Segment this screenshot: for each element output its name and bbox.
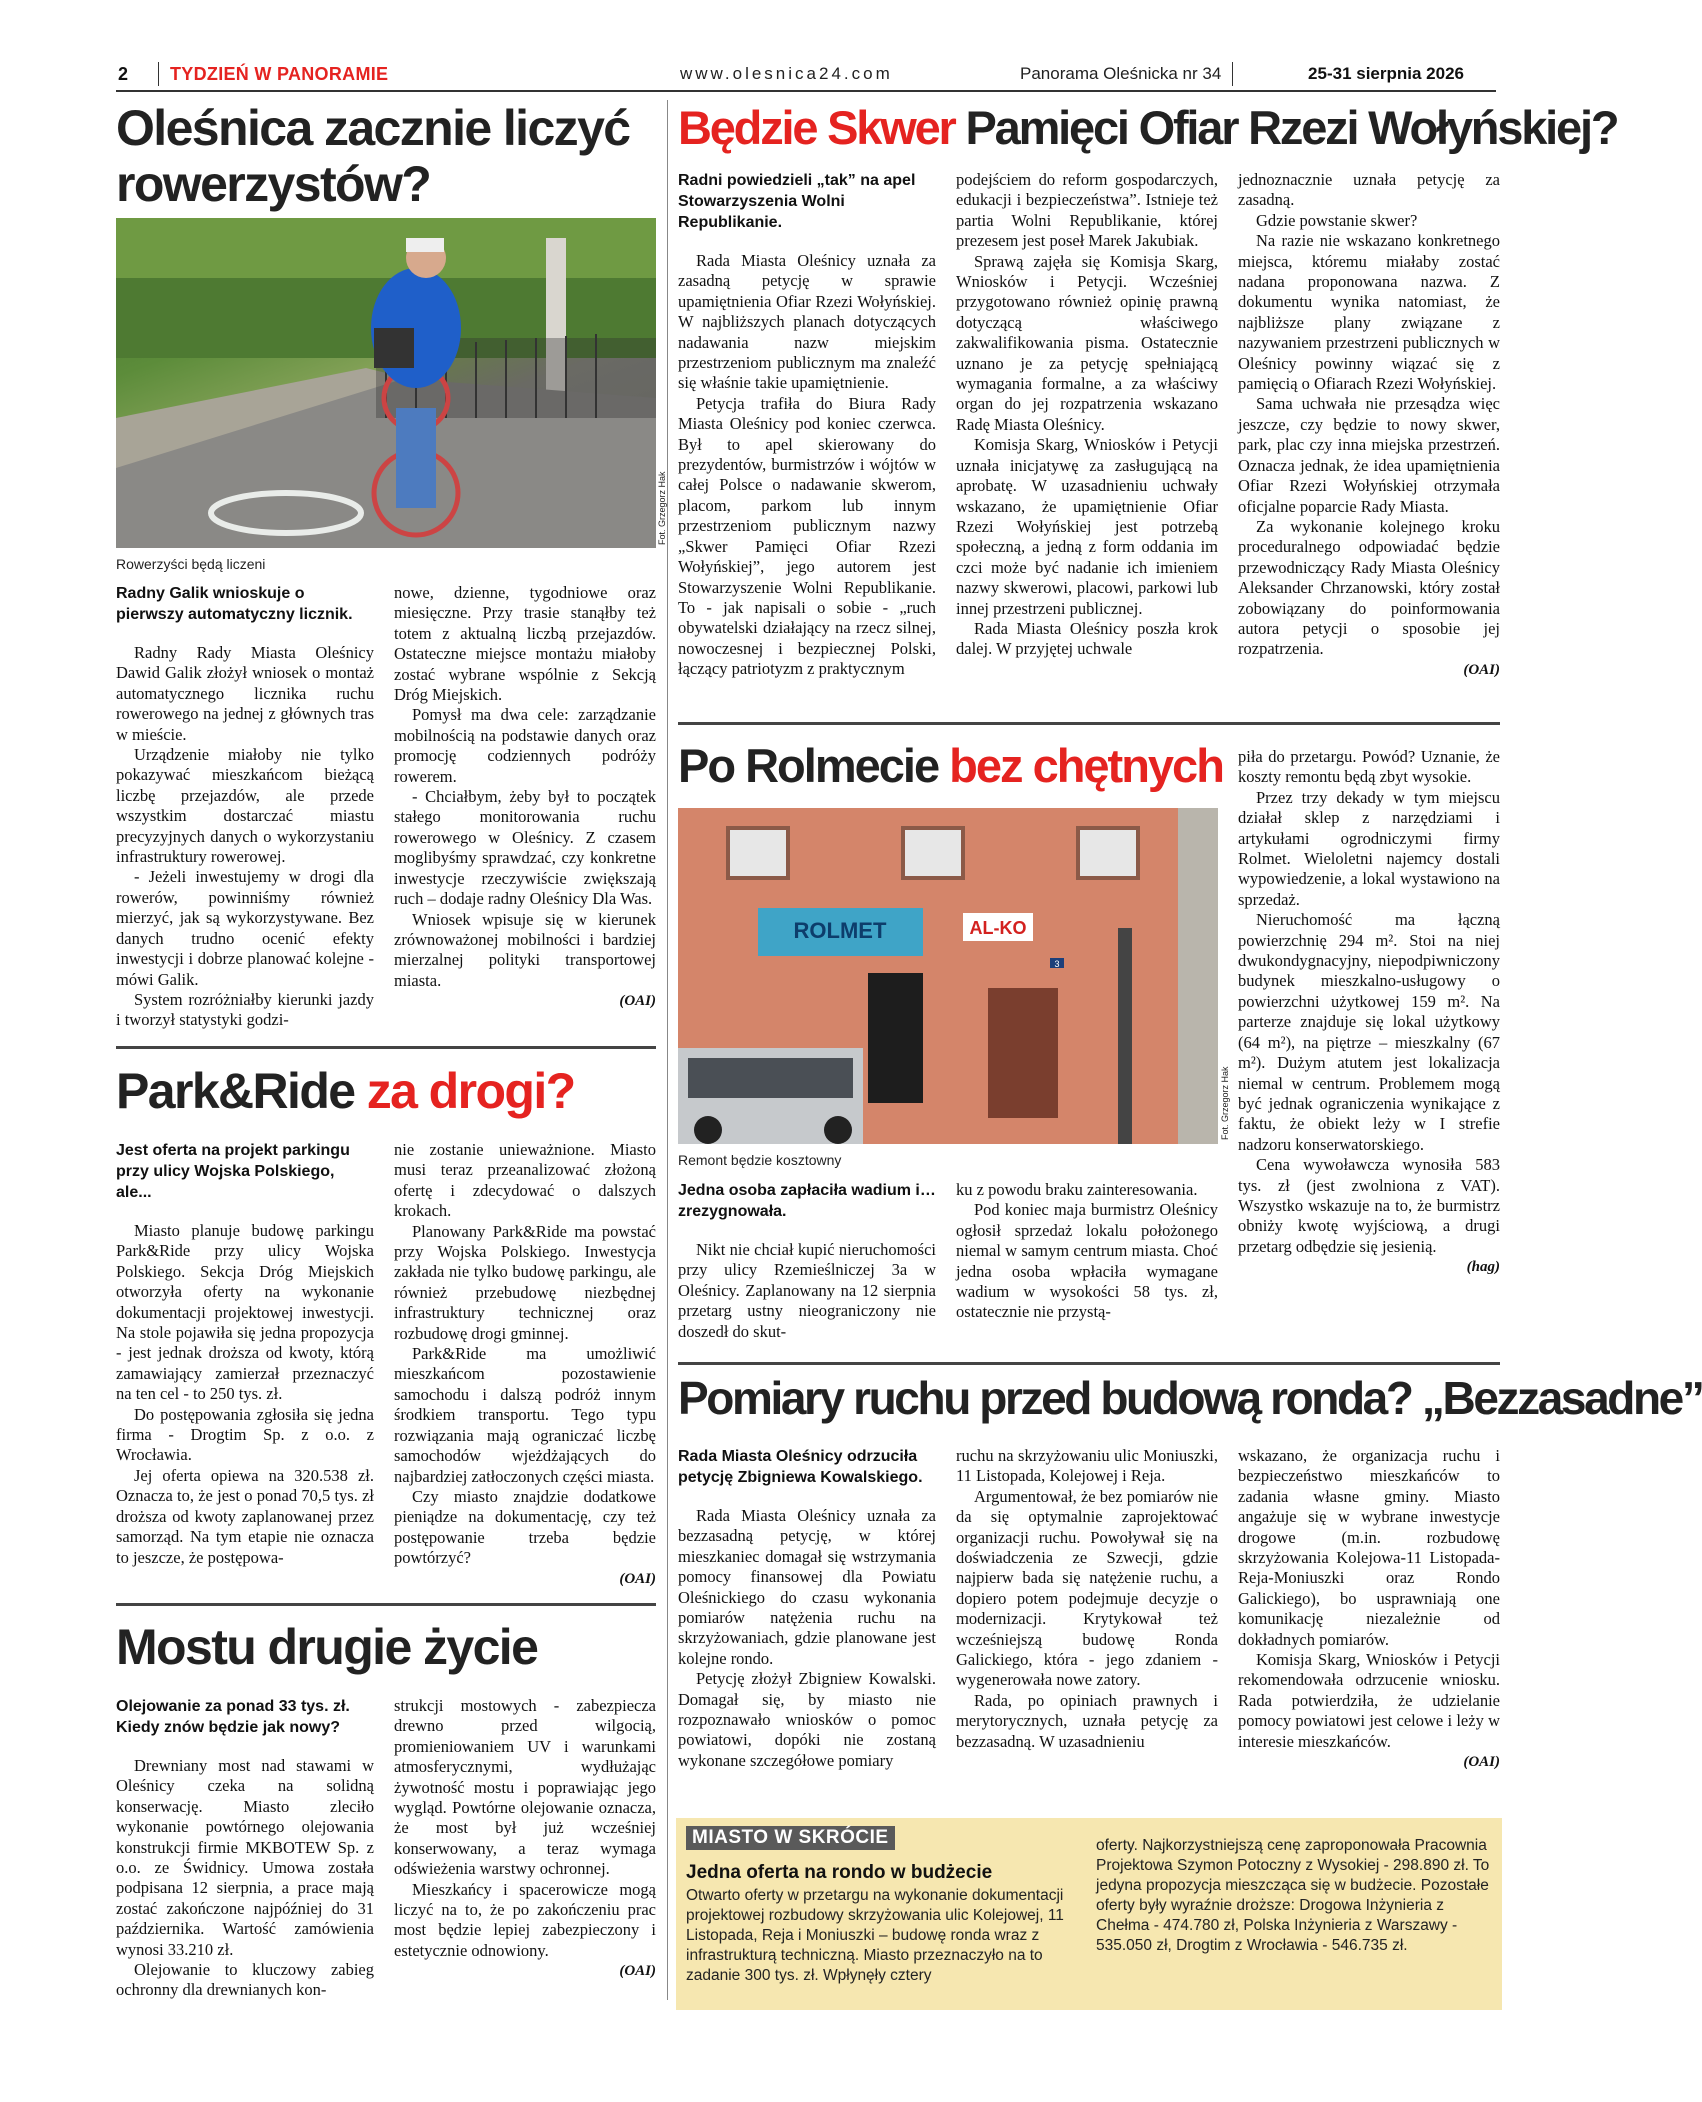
header-divider — [1232, 62, 1233, 86]
header-divider — [158, 62, 159, 86]
paragraph: Pod koniec maja burmistrz Oleśnicy ogłosił sprzedaż lokalu położonego niemal w samym centrum miasta. Choć jedna osoba wpłaciła wymagane wadium w wysokości 58 tys. zł, ostatecznie nie przystą- — [956, 1200, 1218, 1322]
paragraph: Planowany Park&Ride ma powstać przy Wojska Polskiego. Inwestycja zakłada nie tylko budowę parkingu, ale również przebudowę niezbędnej infrastruktury technicznej oraz rozbudowę drogi gminnej. — [394, 1221, 656, 1343]
article-title-parkride — [116, 1063, 676, 1119]
article-column — [116, 583, 374, 1031]
paragraph: Petycję złożył Zbigniew Kowalski. Domagał się, by miasto nie rozpoznawało wniosków o pomoc powiatowi, dopóki nie zostaną wykonane szczegółowe pomiary — [678, 1669, 936, 1770]
paper-issue: Panorama Oleśnicka nr 34 — [1020, 64, 1222, 83]
article-lead: Jedna osoba zapłaciła wadium i… zrezygnowała. — [678, 1182, 936, 1220]
paragraph: Jej oferta opiewa na 320.538 zł. Oznacza to, że jest o ponad 70,5 tys. zł droższa od kwoty zaplanowanej przez samorząd. Na tym etapie nie oznacza to jeszcze, że postępowa- — [116, 1465, 374, 1567]
paragraph: Komisja Skarg, Wniosków i Petycji rekomendowała odrzucenie wniosku. Rada potwierdziła, że udzielanie pomocy powiatowi jest celowe i leży w interesie mieszkańców. — [1238, 1650, 1500, 1751]
photo-credit: Fot. Grzegorz Hak — [1220, 1066, 1230, 1140]
article-column — [678, 170, 936, 680]
article-lead: Radny Galik wnioskuje o pierwszy automatyczny licznik. — [116, 585, 353, 623]
article-title-rolmet — [678, 739, 1223, 793]
paragraph: Komisja Skarg, Wniosków i Petycji uznała inicjatywę za zasługującą na aprobatę. W uzasadnieniu uchwały wskazano, że upamiętnienie Ofiar Rzezi Wołyńskiej jest potrzebą społeczną, a jedną z form oddania im czci może być nadanie ich imieniem nazwy skwerowi, placowi, parkowi lub innej przestrzeni publicznej. — [956, 435, 1218, 618]
paragraph: Miasto planuje budowę parkingu Park&Ride przy ulicy Wojska Polskiego. Sekcja Dróg Miejskich otworzyła oferty na wykonanie dokumentacji projektowej inwestycji. Na stole pojawiła się jedna propozycja - jest jednak droższa od kwoty, którą zamawiający zamierzał przeznaczyć na ten cel - to 250 tys. zł. — [116, 1221, 374, 1404]
building-illustration — [678, 808, 1218, 1144]
paragraph: Petycja trafiła do Biura Rady Miasta Oleśnicy pod koniec czerwca. Był to apel skierowany do prezydentów, burmistrzów i wójtów w całej Polsce o nadawanie skwerom, placom, parkom lub innym przestrzeniom publicznym nazwy „Skwer Pamięci Ofiar Rzezi Wołyńskiej”, jego autorem jest Stowarzyszenie Wolni Republikanie. To - jak napisali o sobie - „ruch obywatelski działający na rzecz silnej, nowoczesnej i bezpiecznej Polski, łączący patriotyzm z praktycznym — [678, 393, 936, 679]
author-signature: (OAI) — [619, 1963, 656, 1980]
paragraph: Gdzie powstanie skwer? — [1256, 210, 1418, 230]
brief-box-label: MIASTO W SKRÓCIE — [686, 1826, 895, 1850]
paragraph: strukcji mostowych - zabezpiecza drewno przed wilgocią, promieniowaniem UV i warunkami atmosferycznymi, wydłużając żywotność mostu i poprawiając jego wygląd. Powtórne olejowanie oznacza, że most był już wcześniej konserwowany, a teraz wymaga odświeżenia warstwy ochronnej. — [394, 1696, 656, 1879]
paragraph: Rada, po opiniach prawnych i merytorycznych, uznała petycję za bezzasadną. W uzasadnieniu — [956, 1690, 1218, 1751]
brief-text: Otwarto oferty w przetargu na wykonanie dokumentacji projektowej rozbudowy skrzyżowania ulic Kolejowej, 11 Listopada, Reja i Moniuszki – budowę ronda wraz z infrastrukturą techniczną. Miasto przeznaczyło na to zadanie 300 tys. zł. Wpłynęły cztery — [686, 1887, 1064, 1984]
article-column — [956, 1180, 1218, 1323]
article-column — [1238, 747, 1500, 1278]
article-lead: Olejowanie za ponad 33 tys. zł. Kiedy znów będzie jak nowy? — [116, 1698, 350, 1736]
article-lead: Rada Miasta Oleśnicy odrzuciła petycję Zbigniewa Kowalskiego. — [678, 1448, 923, 1486]
article-column — [956, 170, 1218, 660]
title-red-part: Będzie Skwer — [678, 101, 955, 154]
article-title-skwer — [678, 101, 1618, 155]
photo-credit: Fot. Grzegorz Hak — [657, 471, 667, 545]
paragraph: Drewniany most nad stawami w Oleśnicy czeka na solidną konserwację. Miasto zleciło wykonanie powtórnego olejowania konstrukcji firmie MKBOTEW Sp. z o.o. ze Świdnicy. Umowa została podpisana 12 sierpnia, a prace mają zostać zakończone najpóźniej do 31 października. Wartość zamówienia wynosi 33.210 zł. — [116, 1756, 374, 1959]
brief-title: Jedna oferta na rondo w budżecie — [686, 1862, 993, 1883]
paragraph: podejściem do reform gospodarczych, edukacji i bezpieczeństwa”. Istnieje też partia Wolni Republikanie, której prezesem jest poseł Marek Jakubiak. — [956, 170, 1218, 251]
author-signature: (OAI) — [619, 993, 656, 1010]
paragraph: nie zostanie unieważnione. Miasto musi teraz przeanalizować złożoną ofertę i zdecydować o dalszych krokach. — [394, 1140, 656, 1221]
section-rule — [678, 1362, 1500, 1365]
article-column — [678, 1180, 936, 1342]
title-black-part: Po Rolmecie — [678, 739, 939, 792]
issue-date: 25-31 sierpnia 2026 — [1308, 64, 1464, 83]
section-rule — [116, 1046, 656, 1049]
article-column — [678, 1446, 936, 1771]
paragraph: Mieszkańcy i spacerowicze mogą liczyć na to, że po zakończeniu prac most będzie lepiej zabezpieczony i estetycznie odnowiony. — [394, 1879, 656, 1960]
article-lead: Jest oferta na projekt parkingu przy ulicy Wojska Polskiego, ale... — [116, 1142, 350, 1201]
header-rule — [116, 90, 1496, 92]
author-signature: (OAI) — [619, 1570, 656, 1587]
paragraph: Za wykonanie kolejnego kroku proceduralnego odpowiadać będzie przewodniczący Rady Miasta Oleśnicy Aleksander Chrzanowski, który został zobowiązany do poinformowania autora petycji o sposobie jej rozpatrzenia. — [1238, 516, 1500, 659]
article-column — [116, 1140, 374, 1568]
paragraph: Sama uchwała nie przesądza więc jeszcze, czy będzie to nowy skwer, park, plac czy inna miejska przestrzeń. Oznacza jednak, że idea upamiętnienia Ofiar Rzezi Wołyńskiej otrzymała oficjalne poparcie Rady Miasta. — [1238, 394, 1500, 516]
article-column — [394, 1696, 656, 1982]
title-red-part: bez chętnych — [949, 739, 1223, 792]
paragraph: Wniosek wpisuje się w kierunek zrównoważonej mobilności i bardziej mierzalnej polityki transportowej miasta. — [394, 909, 656, 990]
paragraph: Czy miasto znajdzie dodatkowe pieniądze na dokumentację, czy też postępowanie trzeba będzie powtórzyć? — [394, 1486, 656, 1568]
section-rule — [116, 1603, 656, 1606]
paragraph: Sprawą zajęła się Komisja Skarg, Wniosków i Petycji. Wcześniej przygotowano również opinię prawną dotyczącą właściwego zakwalifikowania pisma. Ostatecznie uznano je za petycję spełniającą wymagania formalne, a za właściwy organ do jej rozpatrzenia wskazano Radę Miasta Oleśnicy. — [956, 251, 1218, 434]
paragraph: Rada Miasta Oleśnicy uznała za zasadną petycję w sprawie upamiętnienia Ofiar Rzezi Wołyńskiej. W najbliższych planach dotyczących nadawania nazw miejskim przestrzeniom publicznym ma znaleźć się właśnie takie upamiętnienie. — [678, 251, 936, 393]
article-title-traffic: Pomiary ruchu przed budową ronda? „Bezzasadne” — [678, 1372, 1702, 1424]
article-column — [394, 1140, 656, 1589]
article-title-bridge: Mostu drugie życie — [116, 1619, 538, 1675]
paragraph: ruchu na skrzyżowaniu ulic Moniuszki, 11 Listopada, Kolejowej i Reja. — [956, 1446, 1218, 1486]
paragraph: Nikt nie chciał kupić nieruchomości przy ulicy Rzemieślniczej 3a w Oleśnicy. Zaplanowany na 12 sierpnia przetarg ustny nieograniczony nie doszedł do skut- — [678, 1240, 936, 1341]
section-rule — [678, 722, 1500, 725]
paragraph: Przez trzy dekady w tym miejscu działał sklep z narzędziami i artykułami ogrodniczymi firmy Rolmet. Wieloletni najemcy dostali wypowiedzenie, a lokal wystawiono na sprzedaż. — [1238, 787, 1500, 909]
paragraph: ku z powodu braku zainteresowania. — [956, 1180, 1198, 1199]
paragraph: Nieruchomość ma łączną powierzchnię 294 m². Stoi na niej dwukondygnacyjny, niepodpiwniczony budynek mieszkalno-usługowy o powierzchni użytkowej 159 m². Na parterze znajduje się lokal użytkowy (64 m²), na piętrze – mieszkalny (67 m²). Dużym atutem jest lokalizacja niemal w centrum. Problemem mogą być jednak ograniczenia wynikające z faktu, że obiekt leży w I strefie nadzoru konserwatorskiego. — [1238, 910, 1500, 1154]
section-label: TYDZIEŃ W PANORAMIE — [170, 64, 389, 84]
article-column — [394, 583, 656, 1012]
author-signature: (OAI) — [1463, 1754, 1500, 1771]
paragraph: jednoznacznie uznała petycję za zasadną. — [1238, 170, 1500, 210]
page-number: 2 — [118, 64, 129, 84]
rolmet-sign: ROLMET — [793, 918, 887, 943]
paragraph: piła do przetargu. Powód? Uznanie, że koszty remontu będą zbyt wysokie. — [1238, 747, 1500, 787]
article-column — [116, 1696, 374, 2001]
paragraph: Argumentował, że bez pomiarów nie da się optymalnie zaprojektować organizacji ruchu. Powoływał się na doświadczenia ze Szwecji, gdzie najpierw bada się natężenie ruchu, a dopiero potem podejmuje decyzje o modernizacji. Krytykował też wcześniejszą budowę Ronda Galickiego, która - jego zdaniem - wygenerowała nowe zatory. — [956, 1486, 1218, 1690]
paragraph: System rozróżniałby kierunki jazdy i tworzył statystyki godzi- — [116, 989, 374, 1030]
paragraph: Olejowanie to kluczowy zabieg ochronny dla drewnianych kon- — [116, 1960, 374, 2000]
paragraph: Radny Rady Miasta Oleśnicy Dawid Galik złożył wniosek o montaż automatycznego licznika ruchu rowerowego na jednej z głównych tras w mieście. — [116, 643, 374, 744]
article-lead: Radni powiedzieli „tak” na apel Stowarzyszenia Wolni Republikanie. — [678, 172, 916, 231]
paragraph: nowe, dzienne, tygodniowe oraz miesięczne. Przy trasie stanąłby też totem z aktualną liczbą przejazdów. Ostateczne miejsce montażu miałoby zostać wybrane wspólnie z Sekcją Dróg Miejskich. — [394, 583, 656, 705]
paragraph: Cena wywoławcza wynosiła 583 tys. zł (jest zwolniona z VAT). Wszystko wskazuje na to, że burmistrz obniży kwotę wyjściową, a drugi przetarg odbędzie się jesienią. — [1238, 1155, 1500, 1256]
photo-caption: Rowerzyści będą liczeni — [116, 556, 266, 572]
title-red-part: za drogi? — [366, 1063, 575, 1119]
article-column — [1238, 170, 1500, 680]
title-black-part: Pamięci Ofiar Rzezi Wołyńskiej? — [965, 101, 1618, 154]
photo-caption: Remont będzie kosztowny — [678, 1152, 842, 1168]
paragraph: Do postępowania zgłosiła się jedna firma - Drogtim Sp. z o.o. z Wrocławia. — [116, 1404, 374, 1465]
paragraph: Rada Miasta Oleśnicy uznała za bezzasadną petycję, w której mieszkaniec domagał się wstrzymania pomocy finansowej dla Powiatu Oleśnickiego do czasu wykonania pomiarów natężenia ruchu na skrzyżowaniach, gdzie planowane jest kolejne rondo. — [678, 1506, 936, 1668]
paragraph: Na razie nie wskazano konkretnego miejsca, któremu miałaby zostać nadana proponowana nazwa. Z dokumentu wynika natomiast, że najbliższe plany związane z nazywaniem przestrzeni publicznych w Oleśnicy powinny wiązać się z pamięcią o Ofiarach Rzezi Wołyńskiej. — [1238, 231, 1500, 394]
paragraph: Rada Miasta Oleśnicy poszła krok dalej. W przyjętej uchwale — [956, 618, 1218, 659]
paragraph: wskazano, że organizacja ruchu i bezpieczeństwo mieszkańców to zadania własne gminy. Miasto angażuje się w wybrane inwestycje drogowe (m.in. rozbudowę skrzyżowania Kolejowa-11 Listopada-Reja-Moniuszki oraz Rondo Galickiego), bo usprawniają one komunikację niezależnie od dokładnych pomiarów. — [1238, 1446, 1500, 1649]
house-number: 3 — [1054, 959, 1060, 969]
cyclist-illustration — [116, 218, 656, 548]
brief-text: oferty. Najkorzystniejszą cenę zaproponowała Pracownia Projektowa Szymon Potoczny z Wysokiej - 298.890 zł. To jedyna propozycja mieszcząca się w budżecie. Pozostałe oferty były wyraźnie droższe: Drogowa Inżynieria z Chełma - 474.780 zł, Polska Inżynieria z Warszawy - 535.050 zł, Drogtim z Wrocławia - 546.735 zł. — [1096, 1837, 1490, 1954]
photo-cyclist — [116, 218, 656, 548]
alko-sign: AL-KO — [969, 918, 1027, 938]
paragraph: - Jeżeli inwestujemy w drogi dla rowerów, powinniśmy również mierzyć, jak są wykorzystywane. Bez danych trudno ocenić efekty inwestycji i dobrze planować kolejne - mówi Galik. — [116, 867, 374, 989]
website-link[interactable]: www.olesnica24.com — [680, 64, 893, 83]
paragraph: Urządzenie miałoby nie tylko pokazywać mieszkańcom bieżącą liczbę przejazdów, ale przede wszystkim dostarczać miastu precyzyjnych danych o wykorzystaniu infrastruktury rowerowej. — [116, 745, 374, 867]
article-title-cyclists: Oleśnica zacznie liczyć rowerzystów? — [116, 100, 630, 212]
photo-rolmet-building — [678, 808, 1218, 1144]
author-signature: (OAI) — [1463, 661, 1500, 678]
column-divider — [667, 100, 668, 2000]
title-black-part: Park&Ride — [116, 1063, 355, 1119]
article-column — [956, 1446, 1218, 1752]
author-signature: (hag) — [1466, 1259, 1500, 1276]
paragraph: Pomysł ma dwa cele: zarządzanie mobilnością na podstawie danych oraz promocję codziennych podróży rowerem. — [394, 705, 656, 786]
paragraph: - Chciałbym, żeby był to początek stałego monitorowania ruchu rowerowego w Oleśnicy. Z czasem moglibyśmy sprawdzać, czy konkretne inwestycje rzeczywiście zwiększają ruch – dodaje radny Oleśnicy Dla Was. — [394, 787, 656, 909]
article-column — [1238, 1446, 1500, 1773]
paragraph: Park&Ride ma umożliwić mieszkańcom pozostawienie samochodu i dalszą podróż innym środkiem transportu. Tego typu rozwiązania mają ograniczać liczbę samochodów wjeżdżających do najbardziej zatłoczonych części miasta. — [394, 1344, 656, 1486]
